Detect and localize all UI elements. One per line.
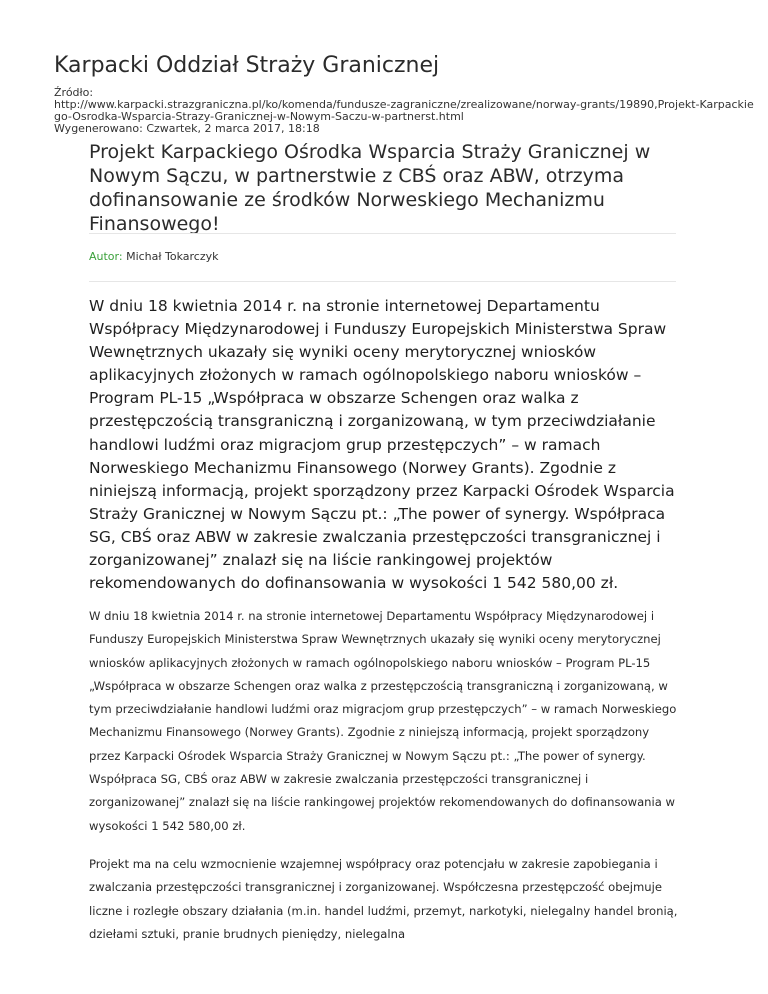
source-meta — [54, 87, 754, 135]
article-title: Projekt Karpackiego Ośrodka Wsparcia Straży Granicznej w Nowym Sączu, w partnerstwie z CBŚ oraz ABW, otrzyma dofinansowanie ze środków Norweskiego Mechanizmu Finansowego! — [89, 141, 651, 235]
source-url: http://www.karpacki.strazgraniczna.pl/ko/komenda/fundusze-zagraniczne/zrealizowane/norway-grants/19890,Projekt-Karpackiego-Osrodka-Wsparcia-Strazy-Granicznej-w-Nowym-Saczu-w-partnerst.html — [54, 98, 754, 123]
author-label: Autor: — [89, 250, 123, 263]
article-paragraph: Projekt ma na celu wzmocnienie wzajemnej współpracy oraz potencjału w zakresie zapobiegania i zwalczania przestępczości transgranicznej i zorganizowanej. Współczesna przestępczość obejmuje liczne i rozległe obszary działania (m.in. handel ludźmi, przemyt, narkotyki, nielegalny handel bronią, dziełami sztuki, pranie brudnych pieniędzy, nielegalna — [89, 857, 678, 941]
article-lead: W dniu 18 kwietnia 2014 r. na stronie internetowej Departamentu Współpracy Międzynarodowej i Funduszy Europejskich Ministerstwa Spraw Wewnętrznych ukazały się wyniki oceny merytorycznej wniosków aplikacyjnych złożonych w ramach ogólnopolskiego naboru wniosków – Program PL-15 „Współpraca w obszarze Schengen oraz walka z przestępczością transgraniczną i zorganizowaną, w tym przeciwdziałanie handlowi ludźmi oraz migracjom grup przestępczych” – w ramach Norweskiego Mechanizmu Finansowego (Norwey Grants). Zgodnie z niniejszą informacją, projekt sporządzony przez Karpacki Ośrodek Wsparcia Straży Granicznej w Nowym Sączu pt.: „The power of synergy. Współpraca SG, CBŚ oraz ABW w zakresie zwalczania przestępczości transgranicznej i zorganizowanej” znalazł się na liście rankingowej projektów rekomendowanych do dofinansowania w wysokości 1 542 580,00 zł. — [89, 297, 675, 593]
title-divider — [89, 233, 676, 234]
author-name: Michał Tokarczyk — [126, 250, 219, 263]
source-label: Źródło: — [54, 86, 94, 99]
generated-timestamp: Wygenerowano: Czwartek, 2 marca 2017, 18:18 — [54, 122, 320, 135]
author-line — [89, 250, 219, 264]
site-title: Karpacki Oddział Straży Granicznej — [54, 53, 440, 78]
author-divider — [89, 281, 676, 282]
article-paragraph: W dniu 18 kwietnia 2014 r. na stronie internetowej Departamentu Współpracy Międzynarodowej i Funduszy Europejskich Ministerstwa Spraw Wewnętrznych ukazały się wyniki oceny merytorycznej wniosków aplikacyjnych złożonych w ramach ogólnopolskiego naboru wniosków – Program PL-15 „Współpraca w obszarze Schengen oraz walka z przestępczością transgraniczną i zorganizowaną, w tym przeciwdziałanie handlowi ludźmi oraz migracjom grup przestępczych” – w ramach Norweskiego Mechanizmu Finansowego (Norwey Grants). Zgodnie z niniejszą informacją, projekt sporządzony przez Karpacki Ośrodek Wsparcia Straży Granicznej w Nowym Sączu pt.: „The power of synergy. Współpraca SG, CBŚ oraz ABW w zakresie zwalczania przestępczości transgranicznej i zorganizowanej” znalazł się na liście rankingowej projektów rekomendowanych do dofinansowania w wysokości 1 542 580,00 zł. — [89, 609, 677, 833]
